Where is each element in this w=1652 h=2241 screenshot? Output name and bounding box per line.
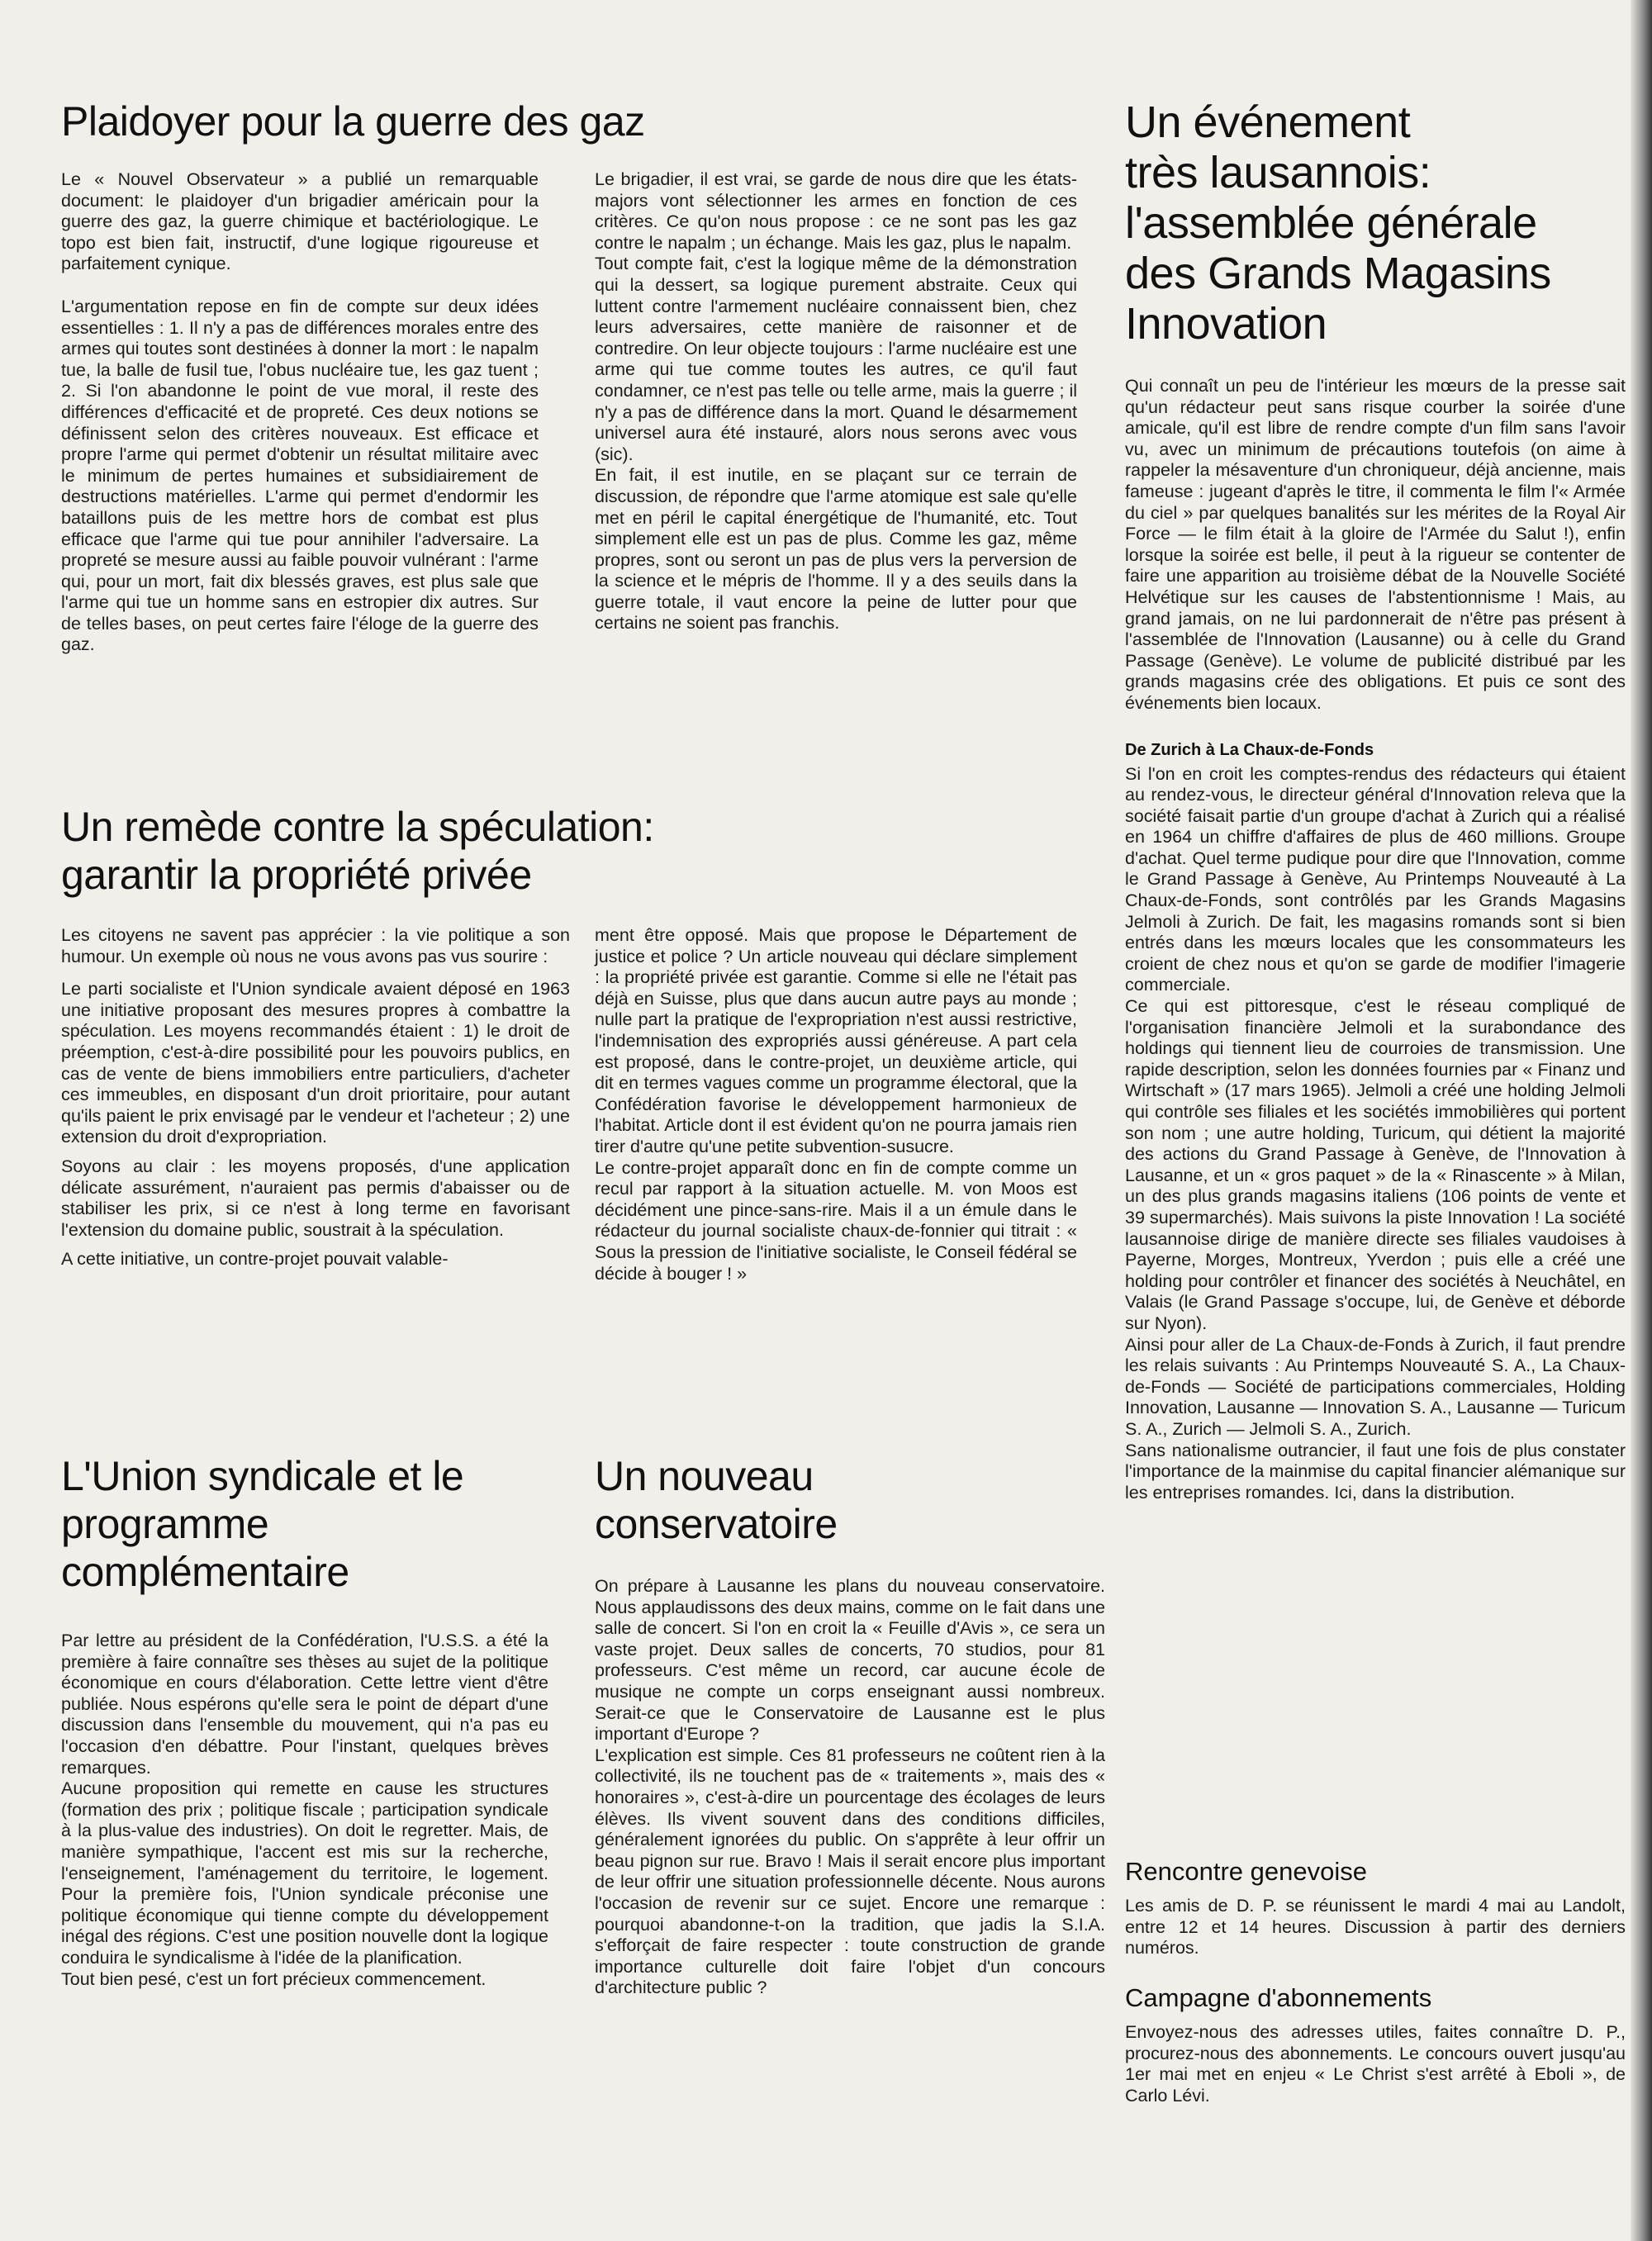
article-campagne-body: Envoyez-nous des adresses utiles, faites connaître D. P., procurez-nous des abonnements. Le concours ouvert jusqu'au 1er mai met en enjeu « Le Christ s'est arrêté à Eboli », de Carlo Lévi. xyxy=(1125,2022,1626,2106)
article-rencontre-body: Les amis de D. P. se réunissent le mardi 4 mai au Landolt, entre 12 et 14 heures. Discussion à partir des derniers numéros. xyxy=(1125,1896,1626,1959)
article-speculation-col1 xyxy=(61,925,570,1270)
article-conservatoire-title-line1: Un nouveau xyxy=(595,1453,814,1499)
article-campagne-title: Campagne d'abonnements xyxy=(1125,1983,1432,2012)
article-union-title-line1: L'Union syndicale et le xyxy=(61,1453,464,1499)
article-rencontre xyxy=(1125,1856,1626,1959)
article-conservatoire xyxy=(595,1452,1107,1999)
article-speculation-title-line1: Un remède contre la spéculation: xyxy=(61,804,654,850)
article-innovation-title-line3: l'assemblée générale xyxy=(1125,198,1537,248)
paragraph: A cette initiative, un contre-projet pouvait valable- xyxy=(61,1249,449,1270)
article-innovation-title-line1: Un événement xyxy=(1125,97,1411,147)
article-rencontre-title: Rencontre genevoise xyxy=(1125,1857,1367,1886)
article-innovation-subtitle: De Zurich à La Chaux-de-Fonds xyxy=(1125,740,1374,759)
article-speculation-col2 xyxy=(595,925,1077,1284)
article-gaz-col1 xyxy=(61,169,539,656)
article-innovation-title-line4: des Grands Magasins xyxy=(1125,249,1551,298)
article-union-title-line3: complémentaire xyxy=(61,1549,349,1595)
paragraph: Le brigadier, il est vrai, se garde de nous dire que les états-majors vont sélectionner les armes en fonction de ces critères. Ce qu'on nous propose : ce ne sont pas les gaz contre le napalm ; un échange. Mais les gaz, plus le napalm. xyxy=(595,169,1077,253)
paragraph: Ce qui est pittoresque, c'est le réseau compliqué de l'organisation financière Jelmoli et la surabondance des holdings qui tiennent lieu de courroies de transmission. Une rapide description, selon les données fournies par « Finanz und Wirtschaft » (17 mars 1965). Jelmoli a créé une holding Jelmoli qui contrôle ses filiales et les sociétés immobilières qui portent son nom ; une autre holding, Turicum, qui détient la majorité des actions du Grand Passage à Genève, de l'Innovation à Lausanne, et un « gros paquet » de la « Rinascente » à Milan, un des plus grands magasins italiens (106 points de vente et 39 supermarchés). Mais suivons la piste Innovation ! La société lausannoise dirige de manière directe ses filiales vaudoises à Payerne, Morges, Montreux, Yverdon ; puis elle a créé une holding pour contrôler et financer des sociétés à Neuchâtel, en Valais (le Grand Passage s'occupe, lui, de Genève et déborde sur Nyon). xyxy=(1125,996,1626,1333)
paragraph: En fait, il est inutile, en se plaçant sur ce terrain de discussion, de répondre que l'arme atomique est sale qu'elle met en péril le capital énergétique de l'humanité, etc. Tout simplement elle est un pas de plus. Comme les gaz, même propres, sont ou seront un pas de plus vers la perversion de la science et le mépris de l'homme. Il y a des seuils dans la guerre totale, il vaut encore la peine de lutter pour que certains ne soient pas franchis. xyxy=(595,465,1077,634)
article-gaz xyxy=(61,97,1104,145)
article-innovation-title-line5: Innovation xyxy=(1125,299,1327,349)
article-innovation-title-line2: très lausannois: xyxy=(1125,148,1431,197)
paragraph: L'explication est simple. Ces 81 professeurs ne coûtent rien à la collectivité, ils ne touchent pas de « traitements », mais des « honoraires », c'est-à-dire un pourcentage des écolages de leurs élèves. Ils vivent souvent dans des conditions difficiles, généralement ignorées du public. On s'apprête à leur offrir un beau pignon sur rue. Bravo ! Mais il serait encore plus important de leur offrir une situation professionnelle décente. Nous aurons l'occasion de revenir sur ce sujet. Encore une remarque : pourquoi abandonne-t-on la tradition, que jadis la S.I.A. s'efforçait de faire respecter : toute construction de grande importance culturelle doit faire l'objet d'un concours d'architecture public ? xyxy=(595,1745,1105,1998)
paragraph: Le contre-projet apparaît donc en fin de compte comme un recul par rapport à la situation actuelle. M. von Moos est décidément une pince-sans-rire. Mais il a un émule dans le rédacteur du journal socialiste chaux-de-fonnier qui titrait : « Sous la pression de l'initiative socialiste, le Conseil fédéral se décide à bouger ! » xyxy=(595,1157,1077,1284)
paragraph: Par lettre au président de la Confédération, l'U.S.S. a été la première à faire connaître ses thèses au sujet de la politique économique en cours d'élaboration. Cette lettre vient d'être publiée. Nous espérons qu'elle sera le point de départ d'une discussion dans l'ensemble du mouvement, qui n'a pas eu l'occasion d'en débattre. Pour l'instant, quelques brèves remarques. xyxy=(61,1631,548,1778)
article-innovation-sub-body xyxy=(1125,764,1626,1504)
paragraph: Qui connaît un peu de l'intérieur les mœurs de la presse sait qu'un rédacteur peut sans risque courber la soirée d'une amicale, qu'il est libre de rendre compte d'un film sans l'avoir vu, avec un minimum de précautions toutefois (on aime à rappeler la mésaventure d'un chroniqueur, déjà ancienne, mais fameuse : jugeant d'après le titre, il commenta le film l'« Armée du ciel » par quelques banalités sur les mérites de la Royal Air Force — le film était à la gloire de l'Armée du Salut !), enfin lorsque la soirée est belle, il peut à la rigueur se contenter de faire une apparition au troisième débat de la Nouvelle Société Helvétique sur les causes de l'abstentionnisme ! Mais, au grand jamais, on ne lui pardonnerait de n'être pas présent à l'assemblée de l'Innovation (Lausanne) ou à celle du Grand Passage (Genève). Le volume de publicité distribué par les grands magasins crée des obligations. Et puis ce sont des événements bien locaux. xyxy=(1125,376,1626,713)
article-union-title-line2: programme xyxy=(61,1501,269,1547)
article-conservatoire-title-line2: conservatoire xyxy=(595,1501,838,1547)
paragraph: Aucune proposition qui remette en cause les structures (formation des prix ; politique fiscale ; participation syndicale à la plus-value des industries). On doit le regretter. Mais, de manière sympathique, l'accent est mis sur la recherche, l'enseignement, l'aménagement du territoire, le logement. Pour la première fois, l'Union syndicale préconise une politique économique qui tienne compte du développement inégal des régions. C'est une position nouvelle dont la logique conduira le syndicalisme à l'idée de la planification. xyxy=(61,1778,548,1968)
article-campagne xyxy=(1125,1982,1626,2106)
paragraph: Tout bien pesé, c'est un fort précieux commencement. xyxy=(61,1968,487,1989)
article-innovation-body xyxy=(1125,376,1626,715)
article-union xyxy=(61,1452,565,1990)
article-union-body xyxy=(61,1631,548,1990)
paragraph: On prépare à Lausanne les plans du nouveau conservatoire. Nous applaudissons des deux mains, comme on le fait dans une salle de concert. Si l'on en croit la « Feuille d'Avis », ce sera un vaste projet. Deux salles de concerts, 70 studios, pour 81 professeurs. C'est même un record, car aucune école de musique ne compte un corps enseignant aussi nombreux. Serait-ce que le Conservatoire de Lausanne est le plus important d'Europe ? xyxy=(595,1576,1105,1745)
page-fold-shadow xyxy=(1631,0,1652,2241)
article-gaz-col2 xyxy=(595,169,1077,634)
article-conservatoire-body xyxy=(595,1576,1105,1999)
article-gaz-title: Plaidoyer pour la guerre des gaz xyxy=(61,98,645,145)
paragraph: Les citoyens ne savent pas apprécier : la vie politique a son humour. Un exemple où nous ne vous avons pas vus sourire : xyxy=(61,925,570,966)
paragraph: Si l'on en croit les comptes-rendus des rédacteurs qui étaient au rendez-vous, le directeur général d'Innovation releva que la société faisait partie d'un groupe d'achat à Zurich qui a réalisé en 1964 un chiffre d'affaires de plus de 460 millions. Groupe d'achat. Quel terme pudique pour dire que l'Innovation, comme le Grand Passage à Genève, Au Printemps Nouveauté à La Chaux-de-Fonds, sont contrôlés par les Grands Magasins Jelmoli à Zurich. De fait, les magasins romands sont si bien entrés dans les mœurs locales que les consommateurs les croient de chez nous et qu'on se garde de modifier l'imagerie commerciale. xyxy=(1125,763,1626,995)
article-innovation xyxy=(1125,97,1627,1503)
paragraph: Le « Nouvel Observateur » a publié un remarquable document: le plaidoyer d'un brigadier américain pour la guerre des gaz, la guerre chimique et bactériologique. Le topo est bien fait, instructif, d'une logique rigoureuse et parfaitement cynique. xyxy=(61,169,539,274)
paragraph: Sans nationalisme outrancier, il faut une fois de plus constater l'importance de la mainmise du capital financier alémanique sur les entreprises romandes. Ici, dans la distribution. xyxy=(1125,1440,1626,1503)
paragraph: Le parti socialiste et l'Union syndicale avaient déposé en 1963 une initiative proposant des mesures propres à combattre la spéculation. Les moyens recommandés étaient : 1) le droit de préemption, c'est-à-dire possibilité pour les pouvoirs publics, en cas de vente de biens immobiliers entre particuliers, d'acheter ces immeubles, en disposant d'un droit prioritaire, pour autant qu'ils paient le prix envisagé par le vendeur et l'acheteur ; 2) une extension du droit d'expropriation. xyxy=(61,979,570,1147)
paragraph: Tout compte fait, c'est la logique même de la démonstration qui la dessert, sa logique purement abstraite. Ceux qui luttent contre l'armement nucléaire connaissent bien, chez leurs adversaires, cette manière de raisonner et de contredire. On leur objecte toujours : l'arme nucléaire est une arme qui tue comme toutes les autres, ce qu'il faut condamner, ce n'est pas telle ou telle arme, mais la guerre ; il n'y a pas de différence dans la mort. Quand le désarmement universel aura été instauré, alors nous serons avec vous (sic). xyxy=(595,254,1077,464)
paragraph: Soyons au clair : les moyens proposés, d'une application délicate assurément, n'auraient pas permis d'abaisser ou de stabiliser les prix, si ce n'est à long terme en favorisant l'extension du domaine public, soustrait à la spéculation. xyxy=(61,1156,570,1240)
paragraph: ment être opposé. Mais que propose le Département de justice et police ? Un article nouveau qui déclare simplement : la propriété privée est garantie. Comme si elle ne l'était pas déjà en Suisse, plus que dans aucun autre pays au monde ; nulle part la pratique de l'expropriation n'est aussi restrictive, l'indemnisation des expropriés aussi généreuse. A part cela est proposé, dans le contre-projet, un deuxième article, qui dit en termes vagues comme un programme électoral, que la Confédération favorise le développement harmonieux de l'habitat. Article dont il est évident qu'on ne pourra jamais rien tirer d'autre qu'une petite subvention-susucre. xyxy=(595,925,1077,1156)
article-speculation-title-line2: garantir la propriété privée xyxy=(61,852,532,898)
article-speculation xyxy=(61,803,1104,899)
paragraph: L'argumentation repose en fin de compte sur deux idées essentielles : 1. Il n'y a pas de différences morales entre des armes qui toutes sont destinées à donner la mort : le napalm tue, la balle de fusil tue, l'obus nucléaire tue, les gaz tuent ; 2. Si l'on abandonne le point de vue moral, il reste des différences d'efficacité et de propreté. Ces deux notions se définissent selon des critères nouveaux. Est efficace et propre l'arme qui permet d'obtenir un résultat militaire avec le minimum de pertes humaines et subsidiairement de destructions matérielles. L'arme qui permet d'endormir les bataillons puis de les mettre hors de combat est plus efficace que l'arme qui tue pour annihiler l'adversaire. La propreté se mesure aussi au faible pouvoir vulnérant : l'arme qui, pour un mort, fait dix blessés graves, est plus sale que l'arme qui tue un homme sans en estropier dix autres. Sur de telles bases, on peut certes faire l'éloge de la guerre des gaz. xyxy=(61,296,539,655)
paragraph: Ainsi pour aller de La Chaux-de-Fonds à Zurich, il faut prendre les relais suivants : Au Printemps Nouveauté S. A., La Chaux-de-Fonds — Société de participations commerciales, Holding Innovation, Lausanne — Innovation S. A., Lausanne — Turicum S. A., Zurich — Jelmoli S. A., Zurich. xyxy=(1125,1334,1626,1439)
